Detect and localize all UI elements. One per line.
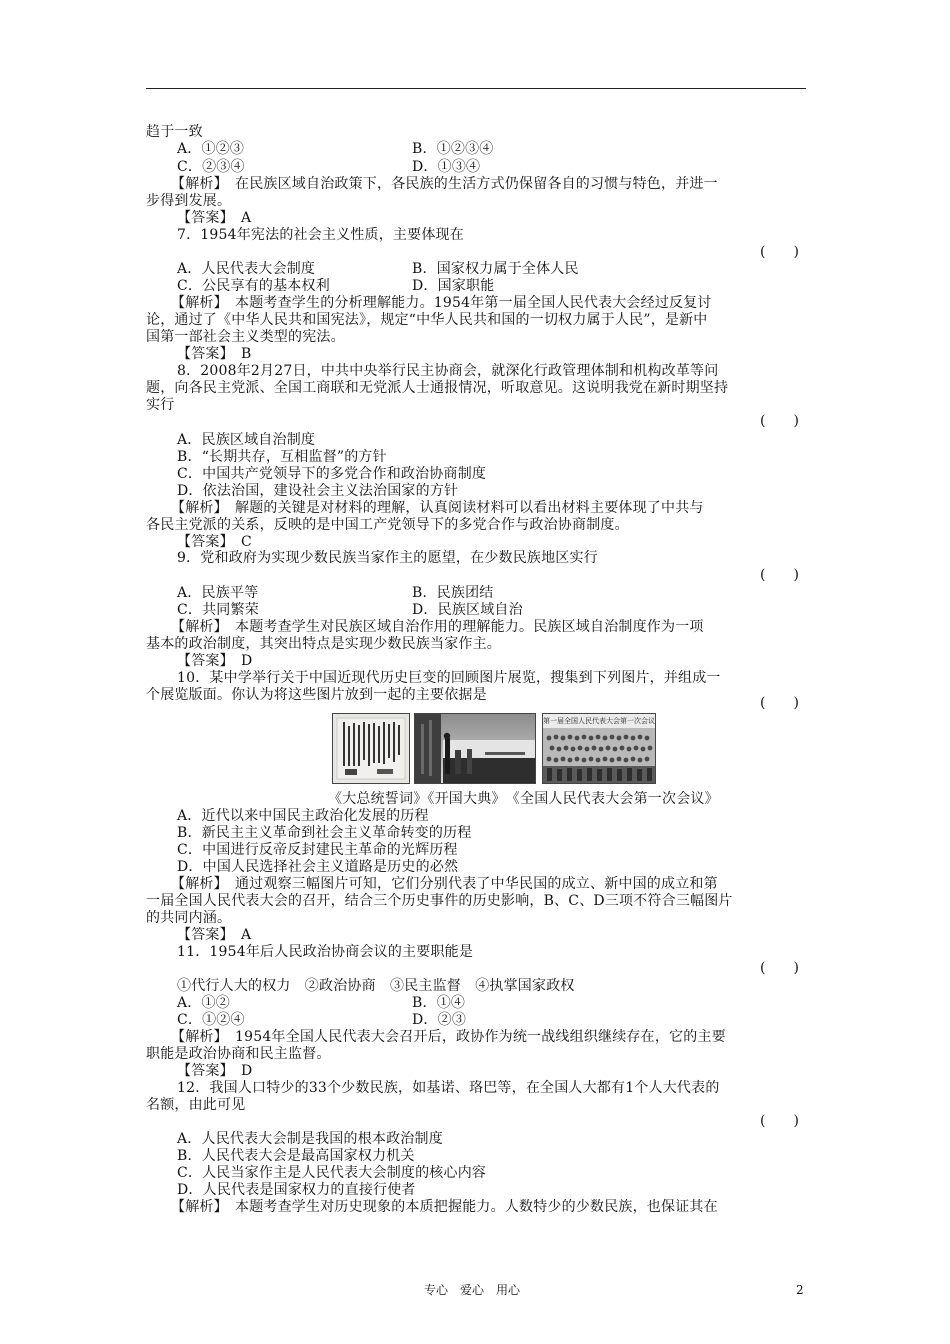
q8-option-a: A．民族区域自治制度	[177, 432, 316, 448]
q9-analysis-line: 【解析】 本题考查学生对民族区域自治作用的理解能力。民族区域自治制度作为一项	[171, 619, 704, 635]
q7-option-a: A．人民代表大会制度	[177, 261, 316, 277]
q10-stem-line: 10．某中学举行关于中国近现代历史巨变的回顾图片展览，搜集到下列图片，并组成一	[177, 670, 721, 686]
q10-analysis-line: 的共同内涵。	[146, 910, 232, 926]
q9-answer: 【答案】 D	[177, 653, 253, 669]
q12-option-d: D．人民代表是国家权力的直接行使者	[177, 1182, 416, 1198]
npc-session-photo	[542, 713, 656, 784]
q10-analysis-line: 【解析】 通过观察三幅图片可知，它们分别代表了中华民国的成立、新中国的成立和第	[171, 876, 718, 892]
q6-option-c: C．②③④	[177, 159, 245, 175]
header-rule	[146, 88, 806, 89]
q6-analysis-line: 【解析】 在民族区域自治政策下，各民族的生活方式仍保留各自的习惯与特色，并进一	[171, 176, 718, 192]
q12-option-b: B．人民代表大会是最高国家权力机关	[177, 1148, 415, 1164]
q12-stem-line: 12．我国人口特少的33个少数民族，如基诺、珞巴等，在全国人大都有1个人大代表的	[177, 1080, 720, 1096]
q10-option-d: D．中国人民选择社会主义道路是历史的必然	[177, 859, 459, 875]
q10-option-a: A．近代以来中国民主政治化发展的历程	[177, 808, 429, 824]
q7-analysis-line: 国第一部社会主义类型的宪法。	[146, 329, 345, 345]
q7-stem: 7．1954年宪法的社会主义性质，主要体现在	[177, 227, 464, 243]
q11-analysis-line: 【解析】 1954年全国人民代表大会召开后，政协作为统一战线组织继续存在，它的主要	[171, 1029, 726, 1045]
q10-option-c: C．中国进行反帝反封建民主革命的光辉历程	[177, 842, 458, 858]
q9-option-c: C．共同繁荣	[177, 602, 259, 618]
q12-stem-line: 名额，由此可见	[146, 1097, 246, 1113]
q7-option-c: C．公民享有的基本权利	[177, 278, 330, 294]
founding-ceremony-photo	[414, 713, 536, 784]
q9-option-d: D．民族区域自治	[412, 602, 523, 618]
q10-image-captions: 《大总统誓词》《开国大典》 《全国人民代表大会第一次会议》	[328, 791, 719, 807]
q11-option-c: C．①②④	[177, 1012, 245, 1028]
q12-answer-blank: ( )	[760, 1113, 799, 1129]
q8-stem-line: 8．2008年2月27日，中共中央举行民主协商会，就深化行政管理体制和机构改革等问	[177, 363, 719, 379]
q11-statements: ①代行人大的权力 ②政治协商 ③民主监督 ④执掌国家政权	[177, 978, 575, 994]
q6-option-b: B．①②③④	[412, 141, 494, 157]
q8-stem-line: 题，向各民主党派、全国工商联和无党派人士通报情况，听取意见。这说明我党在新时期坚持	[146, 380, 729, 396]
npc-session-banner: 第一届全国人民代表大会第一次会议	[543, 714, 655, 728]
q8-answer: 【答案】 C	[177, 534, 252, 550]
footer-motto: 专心 爱心 用心	[424, 1283, 521, 1297]
q7-analysis-line: 【解析】 本题考查学生的分析理解能力。1954年第一届全国人民代表大会经过反复讨	[171, 295, 712, 311]
q7-option-b: B．国家权力属于全体人民	[412, 261, 579, 277]
q7-analysis-line: 论，通过了《中华人民共和国宪法》，规定“中华人民共和国的一切权力属于人民”，是新中	[146, 312, 708, 328]
q12-option-c: C．人民当家作主是人民代表大会制度的核心内容	[177, 1165, 487, 1181]
q11-option-b: B．①④	[412, 995, 466, 1011]
npc-crowd-image	[543, 728, 655, 783]
q7-option-d: D．国家职能	[412, 278, 495, 294]
q6-stem-tail: 趋于一致	[146, 124, 203, 140]
q11-analysis-line: 职能是政治协商和民主监督。	[146, 1046, 331, 1062]
q9-answer-blank: ( )	[760, 567, 799, 583]
q8-option-b: B．“长期共存，互相监督”的方针	[177, 449, 387, 465]
q8-option-c: C．中国共产党领导下的多党合作和政治协商制度	[177, 466, 487, 482]
oath-document-image	[333, 714, 409, 783]
q9-option-a: A．民族平等	[177, 585, 259, 601]
q12-option-a: A．人民代表大会制是我国的根本政治制度	[177, 1131, 443, 1147]
q9-analysis-line: 基本的政治制度，其突出特点是实现少数民族当家作主。	[146, 636, 501, 652]
q11-answer-blank: ( )	[760, 960, 799, 976]
q9-option-b: B．民族团结	[412, 585, 494, 601]
q6-option-d: D．①③④	[412, 159, 481, 175]
founding-ceremony-image	[415, 714, 535, 783]
q11-stem: 11．1954年后人民政治协商会议的主要职能是	[177, 944, 474, 960]
q9-stem: 9．党和政府为实现少数民族当家作主的愿望，在少数民族地区实行	[177, 550, 598, 566]
q10-stem-line: 个展览版面。你认为将这些图片放到一起的主要依据是	[146, 687, 487, 703]
q10-analysis-line: 一届全国人民代表大会的召开，结合三个历史事件的历史影响，B、C、D三项不符合三幅图片	[146, 893, 733, 909]
q6-analysis-line: 步得到发展。	[146, 193, 232, 209]
q6-option-a: A．①②③	[177, 141, 245, 157]
q8-answer-blank: ( )	[760, 413, 799, 429]
q11-option-d: D．②③	[412, 1012, 467, 1028]
q10-option-b: B．新民主主义革命到社会主义革命转变的历程	[177, 825, 472, 841]
oath-document-photo	[332, 713, 410, 784]
q8-option-d: D．依法治国，建设社会主义法治国家的方针	[177, 483, 459, 499]
q12-analysis-line: 【解析】 本题考查学生对历史现象的本质把握能力。人数特少的少数民族，也保证其在	[171, 1199, 718, 1215]
q11-option-a: A．①②	[177, 995, 230, 1011]
q7-answer-blank: ( )	[760, 244, 799, 260]
q7-answer: 【答案】 B	[177, 346, 252, 362]
q8-analysis-line: 各民主党派的关系，反映的是中国工产党领导下的多党合作与政治协商制度。	[146, 517, 629, 533]
q10-answer-blank: ( )	[760, 695, 799, 711]
q6-answer: 【答案】 A	[177, 210, 252, 226]
q11-answer: 【答案】 D	[177, 1063, 253, 1079]
page-number: 2	[796, 1283, 804, 1297]
q10-answer: 【答案】 A	[177, 927, 252, 943]
q8-stem-line: 实行	[146, 397, 175, 413]
q8-analysis-line: 【解析】 解题的关键是对材料的理解，认真阅读材料可以看出材料主要体现了中共与	[171, 500, 704, 516]
